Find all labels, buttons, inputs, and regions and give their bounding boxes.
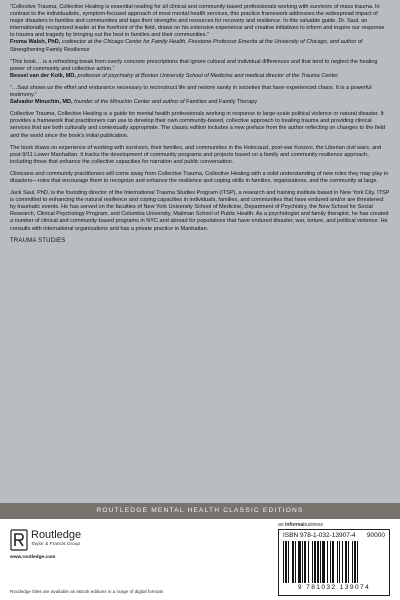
endorser-role: codirector at the Chicago Center for Family Health, Firestone Professor Emerita at the University of Chicago, and author of [61,39,363,46]
isbn-label: ISBN 978-1-032-13907-4 [283,532,356,539]
informa-business-label [278,522,323,528]
endorsement-quote: “…Saul shows us the effort and endurance necessary to reconstruct life and restore sanity in societies that have experienced chaos. It is a powerful testimony.” [10,84,372,99]
price-code: 90000 [366,532,385,539]
endorsement-2 [10,59,390,80]
endorser-work: Families and Family Therapy [186,99,258,106]
book-description [10,111,390,232]
publisher-url[interactable]: www.routledge.com [10,555,56,560]
barcode-digits: 9 781032 139074 [297,584,371,591]
endorser-name: Bessel van der Kolk, MD, [10,72,76,79]
description-paragraph: The book draws on experience of working with survivors, their families, and communities in the Holocaust, post-war Kosovo, the Liberian civil wars, and post-9/11 Lower Manhattan. It tracks the development of community programs and projects based on a family and community resilience approach, including those that enhance the collective capacities for narration and public conversation. [10,144,382,165]
subject-category: TRAUMA STUDIES [10,237,66,244]
series-band: ROUTLEDGE MENTAL HEALTH CLASSIC EDITIONS [0,503,400,519]
endorser-work: Strengthening Family Resilience [10,46,90,53]
endorsement-3 [10,85,390,106]
description-paragraph: Collective Trauma, Collective Healing is a guide for mental health professionals working in response to large-scale political violence or natural disaster. It provides a framework that practitioners can use to develop their own community-based, collective approach to treating trauma and providing clinical services that are both culturally and contextually appropriate. The classic edition includes a new preface from the author reflecting on changes to the field and the world since the book’s initial publication. [10,111,386,139]
informa-name: informa [284,522,304,528]
barcode [278,529,390,596]
publisher-name: Routledge [31,529,82,541]
routledge-mark-icon [10,529,28,551]
publisher-group: Taylor & Francis Group [31,542,81,547]
endorsement-quote: “Collective Trauma, Collective Healing is essential reading for all clinical and community-based professionals working with survivors of mass trauma. In contrast to the individualistic, symptom-focused approach of most mental health services, this practice framework addresses the widespread impact of major disasters in families and communities and taps their strengths and resources for recovery and resilience. In this valuable guide, Dr. Saul, an internationally recognized leader at the forefront of the field, draws on his extensive experience and creative initiatives to inform and inspire our response to trauma and tragedy by bringing out the best in families and their communities.” [10,4,385,39]
endorsement-quote: “This book… is a refreshing break from overly concrete prescriptions that ignore cultural and individual differences and that tend to neglect the healing power of community and collective action.” [10,58,378,72]
publisher-logo [10,527,90,557]
endorsement-attribution [10,99,390,106]
informa-prefix: an [278,522,284,528]
author-bio: Jack Saul, PhD, is the founding director of the International Trauma Studies Program (ITSP), a research and training institute based in New York City. ITSP is committed to enhancing the natural resilience and coping capacities in individuals, families, and communities that have endured and/or are threatened by traumatic events. He has served on the faculties of New York University School of Medicine, Department of Psychiatry, the New School for Social Research, Clinical Psychology Program, and Columbia University, Mailman School of Public Health. As a psychologist and family therapist, he has created a number of clinical and community-based programs in NYC and abroad for populations that have endured disaster, war, torture, and political violence. He consults with international organizations and has a private practice in Manhattan. [10,190,390,232]
endorsement-attribution [10,73,390,80]
footer-panel [0,519,400,600]
endorser-role: professor of psychiatry at Boston University School of Medicine and medical director of the Trauma Center [77,72,338,79]
endorser-role: founder of the Minuchin Center and author of [74,99,185,106]
endorser-name: Froma Walsh, PhD, [10,39,61,46]
endorser-name: Salvador Minuchin, MD, [10,99,73,106]
endorsement-attribution [10,39,390,53]
description-paragraph: Clinicians and community practitioners will come away from Collective Trauma, Collective Healing with a solid understanding of new roles they may play in disasters—roles that encourage them to recognize and enhance the resilience and coping skills in families, organizations, and the community at large. [10,170,389,184]
endorsement-1 [10,4,390,54]
barcode-bars [283,541,385,583]
back-cover-content [0,0,400,244]
ebook-note: Routledge titles are available as eBook editions in a range of digital formats [10,589,164,594]
informa-suffix: business [303,522,324,528]
